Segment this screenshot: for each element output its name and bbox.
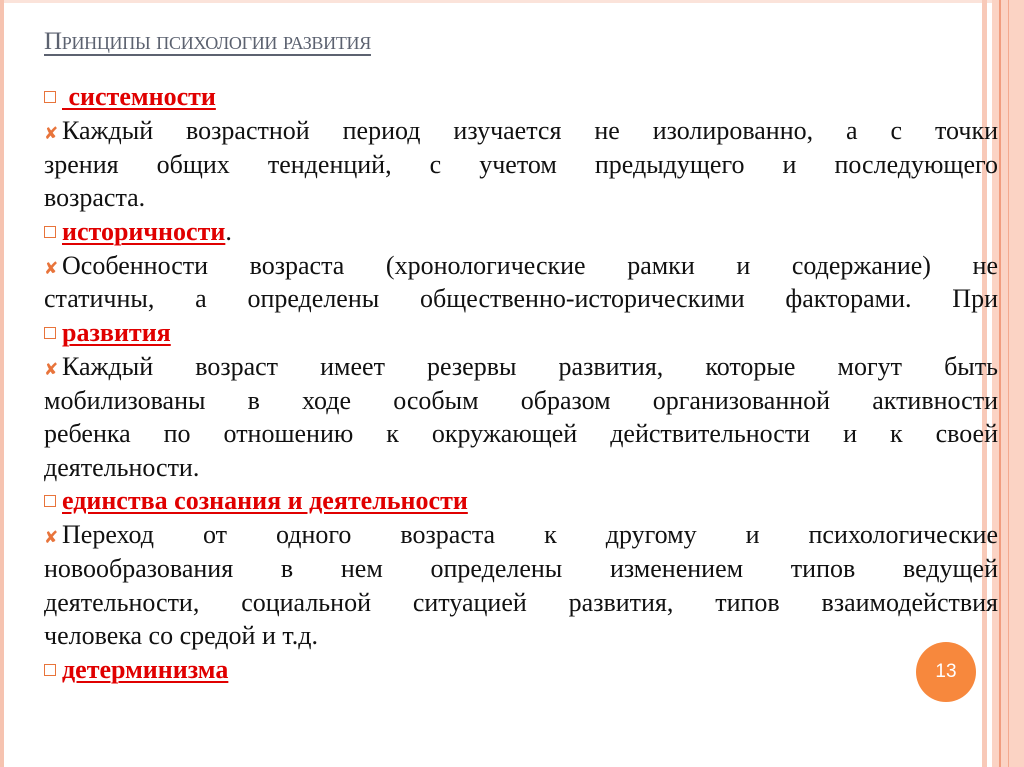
cross-bullet-icon: ✘ <box>44 528 59 549</box>
heading-text: детерминизма <box>62 654 229 684</box>
top-border <box>0 0 1024 3</box>
line-text: деятельности. <box>44 452 200 482</box>
checkbox-bullet-icon <box>44 495 56 507</box>
left-border <box>0 0 4 767</box>
line-text: статичны, а определены общественно-историческими факторами. При <box>44 284 998 314</box>
line-text: Переход от одного возраста к другому и психологические <box>62 520 998 550</box>
text-line <box>44 148 998 182</box>
cross-bullet-icon: ✘ <box>44 359 59 380</box>
heading-text: единства сознания и деятельности <box>62 486 468 516</box>
decorative-stripe <box>1008 0 1009 767</box>
line-text: возраста. <box>44 183 146 213</box>
principle-description <box>44 350 998 484</box>
page-number: 13 <box>916 642 976 702</box>
text-line <box>44 417 998 451</box>
heading-text: системности <box>62 82 216 111</box>
text-line <box>44 282 998 316</box>
text-line <box>44 114 998 148</box>
principle-heading <box>44 80 998 114</box>
text-line <box>44 619 998 653</box>
principle-heading <box>44 653 998 687</box>
heading-suffix: . <box>225 216 232 246</box>
principle-heading <box>44 215 998 249</box>
line-text: новообразования в нем определены изменением типов ведущей <box>44 553 998 583</box>
line-text: мобилизованы в ходе особым образом организованной активности <box>44 385 998 415</box>
decorative-stripe <box>999 0 1001 767</box>
checkbox-bullet-icon <box>44 664 56 676</box>
line-text: Особенности возраста (хронологические рамки и содержание) не <box>62 250 998 280</box>
checkbox-bullet-icon <box>44 226 56 238</box>
principle-description <box>44 249 998 316</box>
heading-text: историчности <box>62 216 226 246</box>
line-text: зрения общих тенденций, с учетом предыдущего и последующего <box>44 149 998 179</box>
line-text: ребенка по отношению к окружающей действительности и к своей <box>44 419 998 449</box>
cross-bullet-icon: ✘ <box>44 258 59 279</box>
principle-heading <box>44 316 998 350</box>
cross-bullet-icon: ✘ <box>44 124 59 144</box>
text-line <box>44 586 998 620</box>
line-text: Каждый возраст имеет резервы развития, которые могут быть <box>62 351 998 381</box>
line-text: человека со средой и т.д. <box>44 621 319 651</box>
text-line <box>44 518 998 552</box>
slide-body <box>44 80 998 687</box>
checkbox-bullet-icon <box>44 327 56 339</box>
principle-description <box>44 518 998 652</box>
text-line <box>44 384 998 418</box>
text-line <box>44 350 998 384</box>
heading-text: развития <box>62 317 171 347</box>
text-line <box>44 181 998 215</box>
text-line <box>44 552 998 586</box>
checkbox-bullet-icon <box>44 91 56 103</box>
text-line <box>44 451 998 485</box>
principle-heading <box>44 484 998 518</box>
line-text: деятельности, социальной ситуацией развития, типов взаимодействия <box>44 587 998 617</box>
text-line <box>44 249 998 283</box>
line-text: Каждый возрастной период изучается не изолированно, а с точки <box>62 116 998 145</box>
principle-description <box>44 114 998 215</box>
slide-title: Принципы психологии развития <box>44 28 371 55</box>
